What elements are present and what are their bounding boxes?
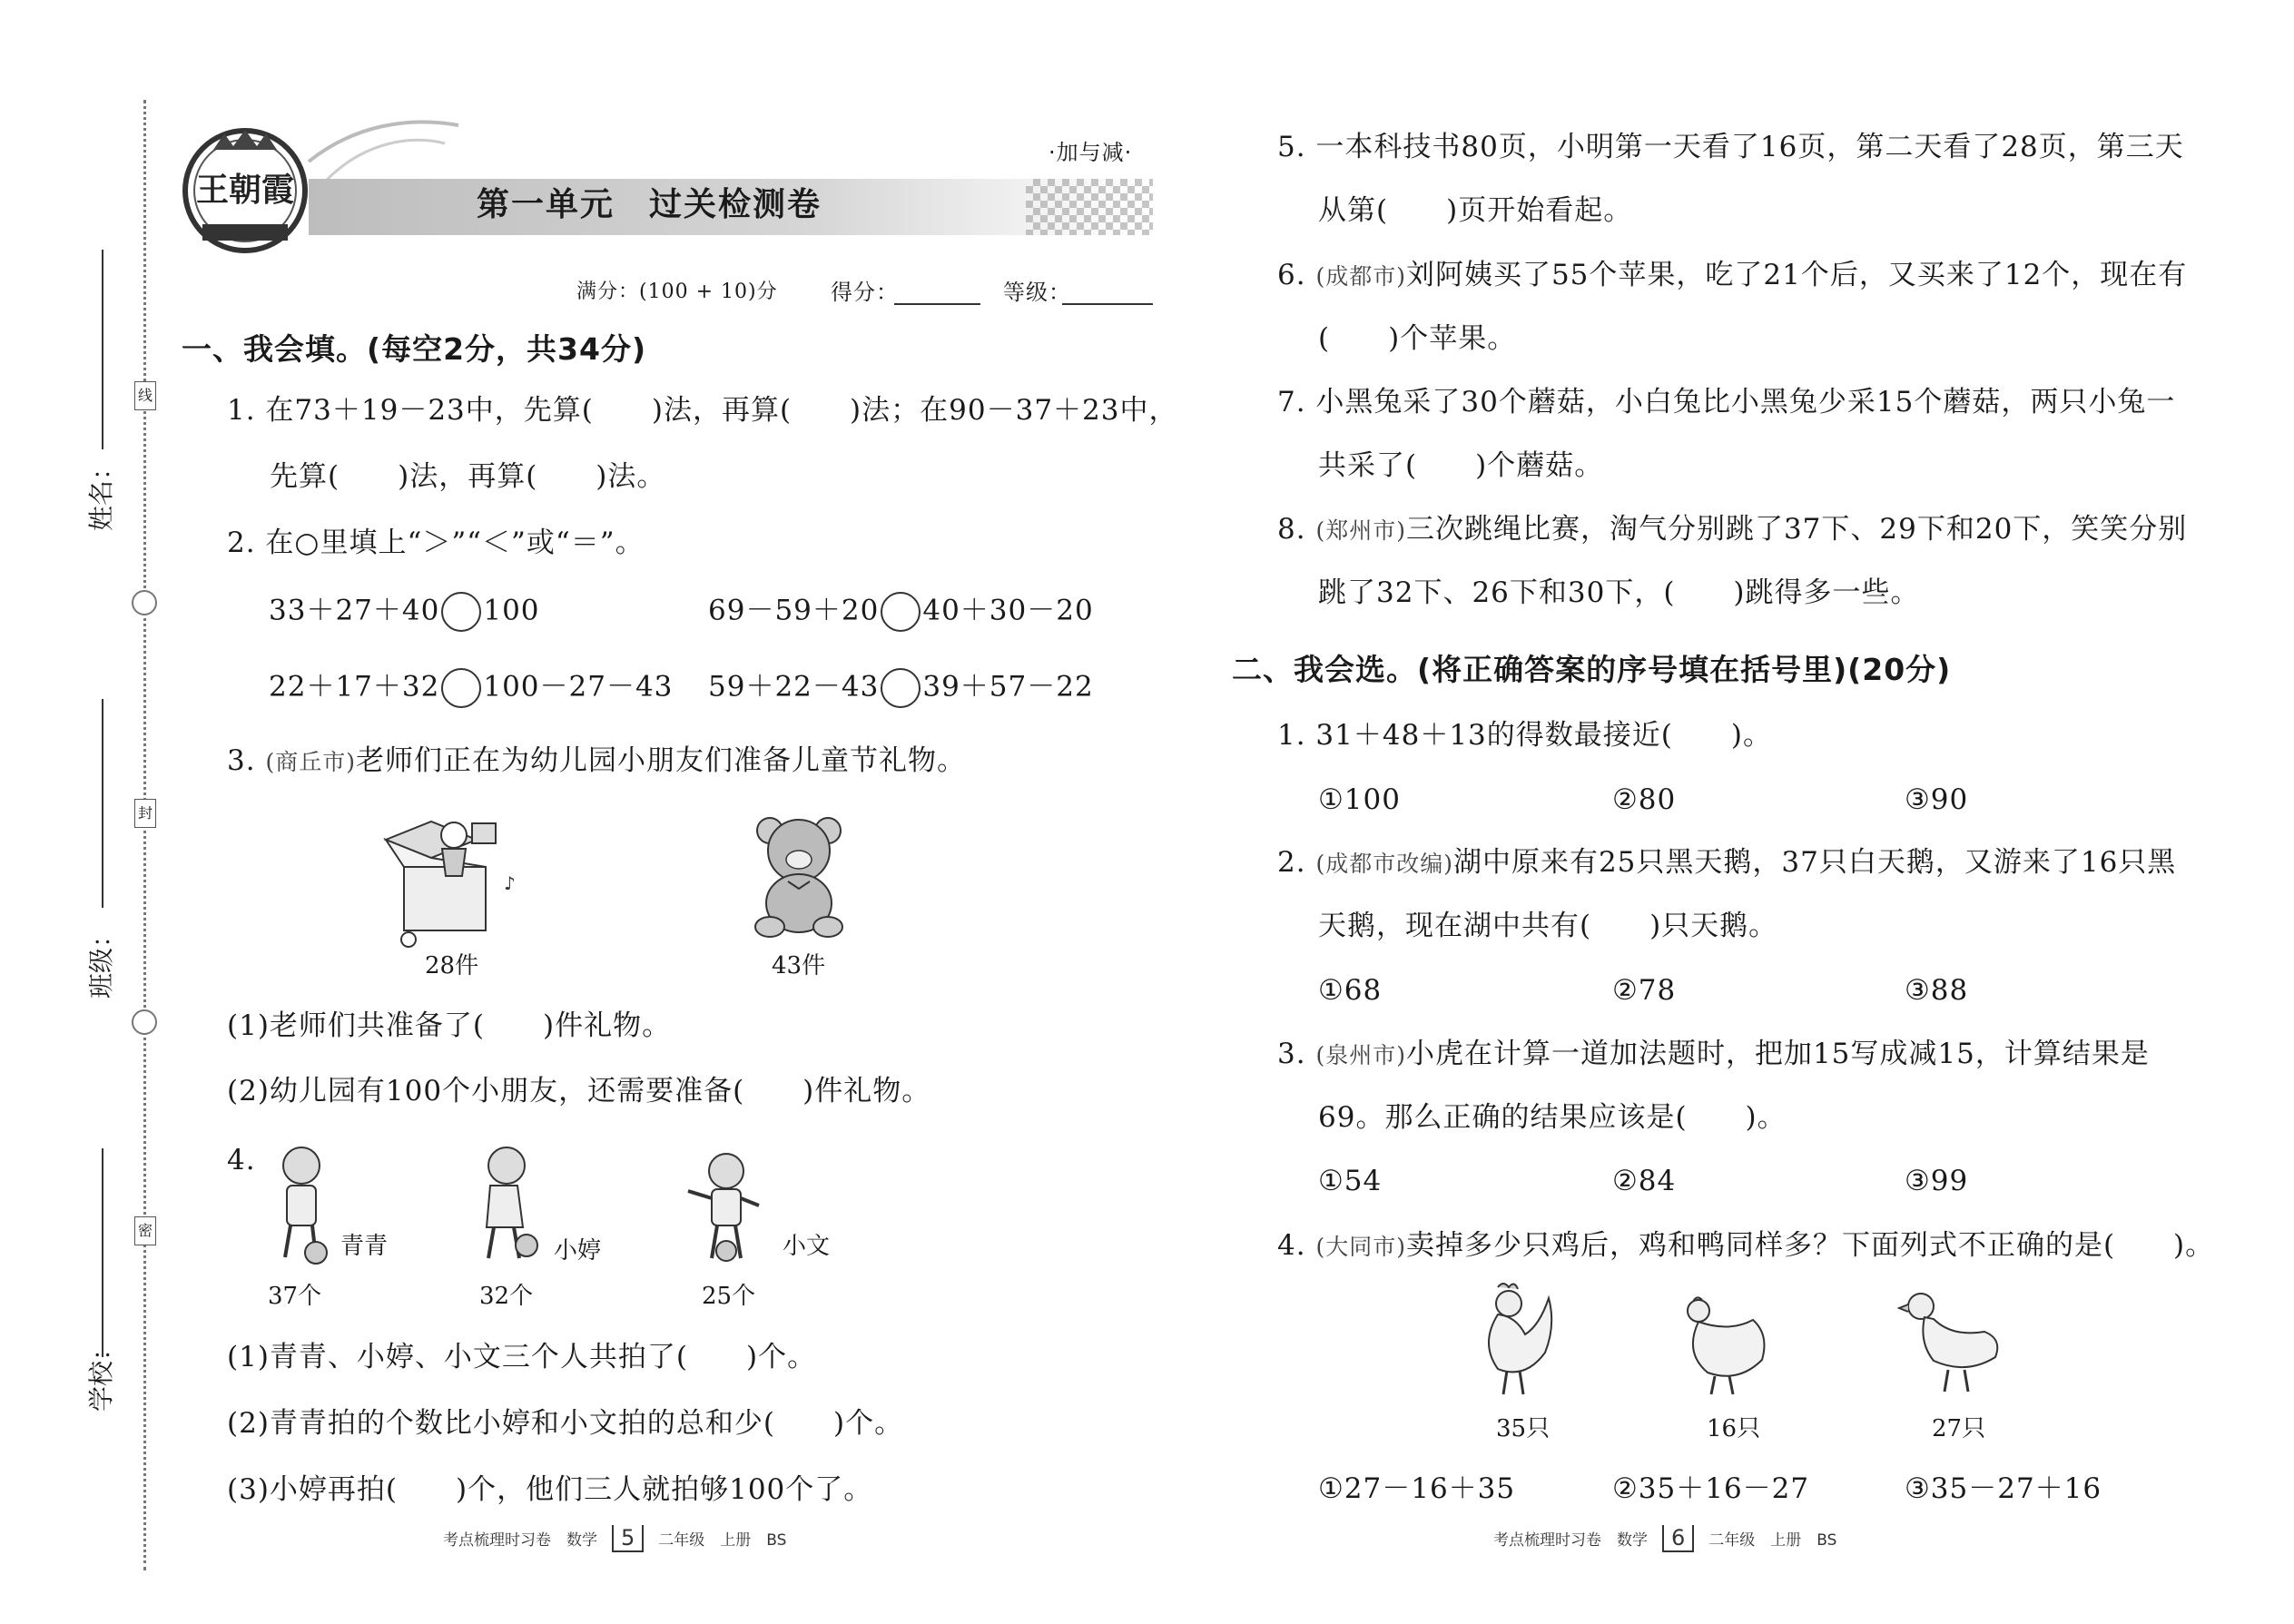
option[interactable]: ①54 bbox=[1318, 1165, 1383, 1197]
teddy-bear-illustration bbox=[744, 812, 853, 940]
s2-q3-line1: 3. (泉州市)小虎在计算一道加法题时，把加15写成减15，计算结果是 bbox=[1277, 1038, 2150, 1070]
q5-line2: 从第( )页开始看起。 bbox=[1318, 194, 1633, 227]
full-marks: 满分：(100 + 10)分 bbox=[576, 281, 778, 303]
option[interactable]: ②78 bbox=[1612, 974, 1677, 1007]
q1-line2: 先算( )法，再算( )法。 bbox=[270, 460, 666, 493]
section1-heading: 一、我会填。(每空2分，共34分) bbox=[182, 331, 647, 367]
compare-circle[interactable] bbox=[881, 668, 921, 708]
score-blank[interactable] bbox=[894, 303, 980, 305]
page-number: 5 bbox=[612, 1525, 644, 1552]
q5-line1: 5. 一本科技书80页，小明第一天看了16页，第二天看了28页，第三天 bbox=[1277, 131, 2184, 163]
s2-q2-line1: 2. (成都市改编)湖中原来有25只黑天鹅，37只白天鹅，又游来了16只黑 bbox=[1277, 846, 2177, 879]
q4-sub2: (2)青青拍的个数比小婷和小文拍的总和少( )个。 bbox=[227, 1407, 904, 1440]
topic-tag: ·加与减· bbox=[1049, 140, 1133, 165]
q7-line1: 7. 小黑兔采了30个蘑菇，小白兔比小黑兔少采15个蘑菇，两只小兔一 bbox=[1277, 386, 2176, 418]
kid-name: 小婷 bbox=[554, 1237, 602, 1265]
seal-mark: 封 bbox=[134, 799, 156, 828]
q4-number: 4. bbox=[227, 1144, 256, 1176]
option[interactable]: ①68 bbox=[1318, 974, 1383, 1007]
girl-xiaoting-illustration bbox=[463, 1144, 545, 1271]
q6-line2: ( )个苹果。 bbox=[1318, 322, 1517, 355]
name-label: 姓名： bbox=[86, 454, 116, 531]
kid-count: 37个 bbox=[268, 1283, 322, 1310]
q4-sub3: (3)小婷再拍( )个，他们三人就拍够100个了。 bbox=[227, 1473, 873, 1506]
duck-illustration bbox=[1897, 1284, 2006, 1398]
rooster-illustration bbox=[1462, 1280, 1561, 1398]
footer-right: 考点梳理时习卷 数学 6 二年级 上册 BS bbox=[1493, 1525, 1837, 1550]
score-label: 得分： bbox=[831, 280, 899, 305]
svg-text:♪: ♪ bbox=[504, 872, 516, 894]
q7-line2: 共采了( )个蘑菇。 bbox=[1318, 449, 1604, 482]
compare-item: 69－59＋20 40＋30－20 bbox=[708, 592, 1094, 632]
school-label: 学校： bbox=[86, 1334, 116, 1412]
school-line bbox=[102, 1148, 103, 1357]
grade-label: 等级： bbox=[1003, 280, 1071, 305]
option[interactable]: ③90 bbox=[1905, 783, 1969, 816]
s2-q4-text: 4. (大同市)卖掉多少只鸡后，鸡和鸭同样多？下面列式不正确的是( )。 bbox=[1277, 1229, 2215, 1262]
kid-name: 小文 bbox=[783, 1233, 831, 1260]
compare-circle[interactable] bbox=[441, 668, 481, 708]
boy-xiaowen-illustration bbox=[681, 1151, 781, 1269]
logo-emblem bbox=[177, 123, 313, 259]
title-banner-checker bbox=[1026, 179, 1153, 235]
kid-count: 25个 bbox=[702, 1283, 756, 1310]
q3-sub2: (2)幼儿园有100个小朋友，还需要准备( )件礼物。 bbox=[227, 1075, 931, 1107]
page-title: 第一单元 过关检测卷 bbox=[477, 186, 822, 223]
hen-illustration bbox=[1675, 1289, 1775, 1398]
compare-circle[interactable] bbox=[441, 592, 481, 632]
option[interactable]: ②80 bbox=[1612, 783, 1677, 816]
page-number: 6 bbox=[1662, 1525, 1694, 1552]
option[interactable]: ①100 bbox=[1318, 783, 1401, 816]
option[interactable]: ②35＋16－27 bbox=[1612, 1472, 1810, 1505]
q4-sub1: (1)青青、小婷、小文三个人共拍了( )个。 bbox=[227, 1341, 817, 1373]
rooster-count: 35只 bbox=[1496, 1415, 1551, 1442]
q2-text: 2. 在○里填上“＞”“＜”或“＝”。 bbox=[227, 527, 645, 559]
girl-qingqing-illustration bbox=[263, 1144, 345, 1271]
q1-line1: 1. 在73＋19－23中，先算( )法，再算( )法；在90－37＋23中， bbox=[227, 394, 1178, 427]
q6-line1: 6. (成都市)刘阿姨买了55个苹果，吃了21个后，又买来了12个，现在有 bbox=[1277, 259, 2188, 291]
duck-count: 27只 bbox=[1932, 1415, 1986, 1442]
q3-text: 3. (商丘市)老师们正在为幼儿园小朋友们准备儿童节礼物。 bbox=[227, 744, 966, 777]
kid-name: 青青 bbox=[340, 1233, 389, 1260]
seal-mark: 线 bbox=[134, 381, 156, 410]
section2-heading: 二、我会选。(将正确答案的序号填在括号里)(20分) bbox=[1232, 652, 1952, 687]
class-label: 班级： bbox=[86, 921, 116, 999]
s2-q2-line2: 天鹅，现在湖中共有( )只天鹅。 bbox=[1318, 910, 1778, 942]
bear-count: 43件 bbox=[772, 952, 826, 979]
binding-hole bbox=[132, 590, 157, 615]
compare-item: 59＋22－43 39＋57－22 bbox=[708, 668, 1094, 708]
gift-count: 28件 bbox=[425, 952, 479, 979]
name-line bbox=[102, 250, 103, 449]
compare-item: 22＋17＋32 100－27－43 bbox=[269, 668, 673, 708]
kid-count: 32个 bbox=[479, 1283, 534, 1310]
s2-q1: 1. 31＋48＋13的得数最接近( )。 bbox=[1277, 719, 1772, 752]
option[interactable]: ③99 bbox=[1905, 1165, 1969, 1197]
class-line bbox=[102, 699, 103, 908]
q8-line1: 8. (郑州市)三次跳绳比赛，淘气分别跳了37下、29下和20下，笑笑分别 bbox=[1277, 513, 2188, 546]
q8-line2: 跳了32下、26下和30下，( )跳得多一些。 bbox=[1318, 576, 1920, 609]
option[interactable]: ①27－16＋35 bbox=[1318, 1472, 1516, 1505]
grade-blank[interactable] bbox=[1062, 303, 1153, 305]
option[interactable]: ②84 bbox=[1612, 1165, 1677, 1197]
compare-circle[interactable] bbox=[881, 592, 921, 632]
binding-hole bbox=[132, 1009, 157, 1035]
logo-text: 王朝霞 bbox=[195, 171, 295, 209]
seal-mark: 密 bbox=[134, 1216, 156, 1245]
option[interactable]: ③88 bbox=[1905, 974, 1969, 1007]
binding-dotted-line bbox=[143, 100, 146, 1570]
compare-item: 33＋27＋40 100 bbox=[269, 592, 540, 632]
option[interactable]: ③35－27＋16 bbox=[1905, 1472, 2102, 1505]
hen-count: 16只 bbox=[1707, 1415, 1761, 1442]
gift-box-illustration bbox=[377, 803, 531, 949]
s2-q3-line2: 69。那么正确的结果应该是( )。 bbox=[1318, 1101, 1787, 1134]
footer-left: 考点梳理时习卷 数学 5 二年级 上册 BS bbox=[443, 1525, 787, 1550]
q3-sub1: (1)老师们共准备了( )件礼物。 bbox=[227, 1009, 672, 1042]
